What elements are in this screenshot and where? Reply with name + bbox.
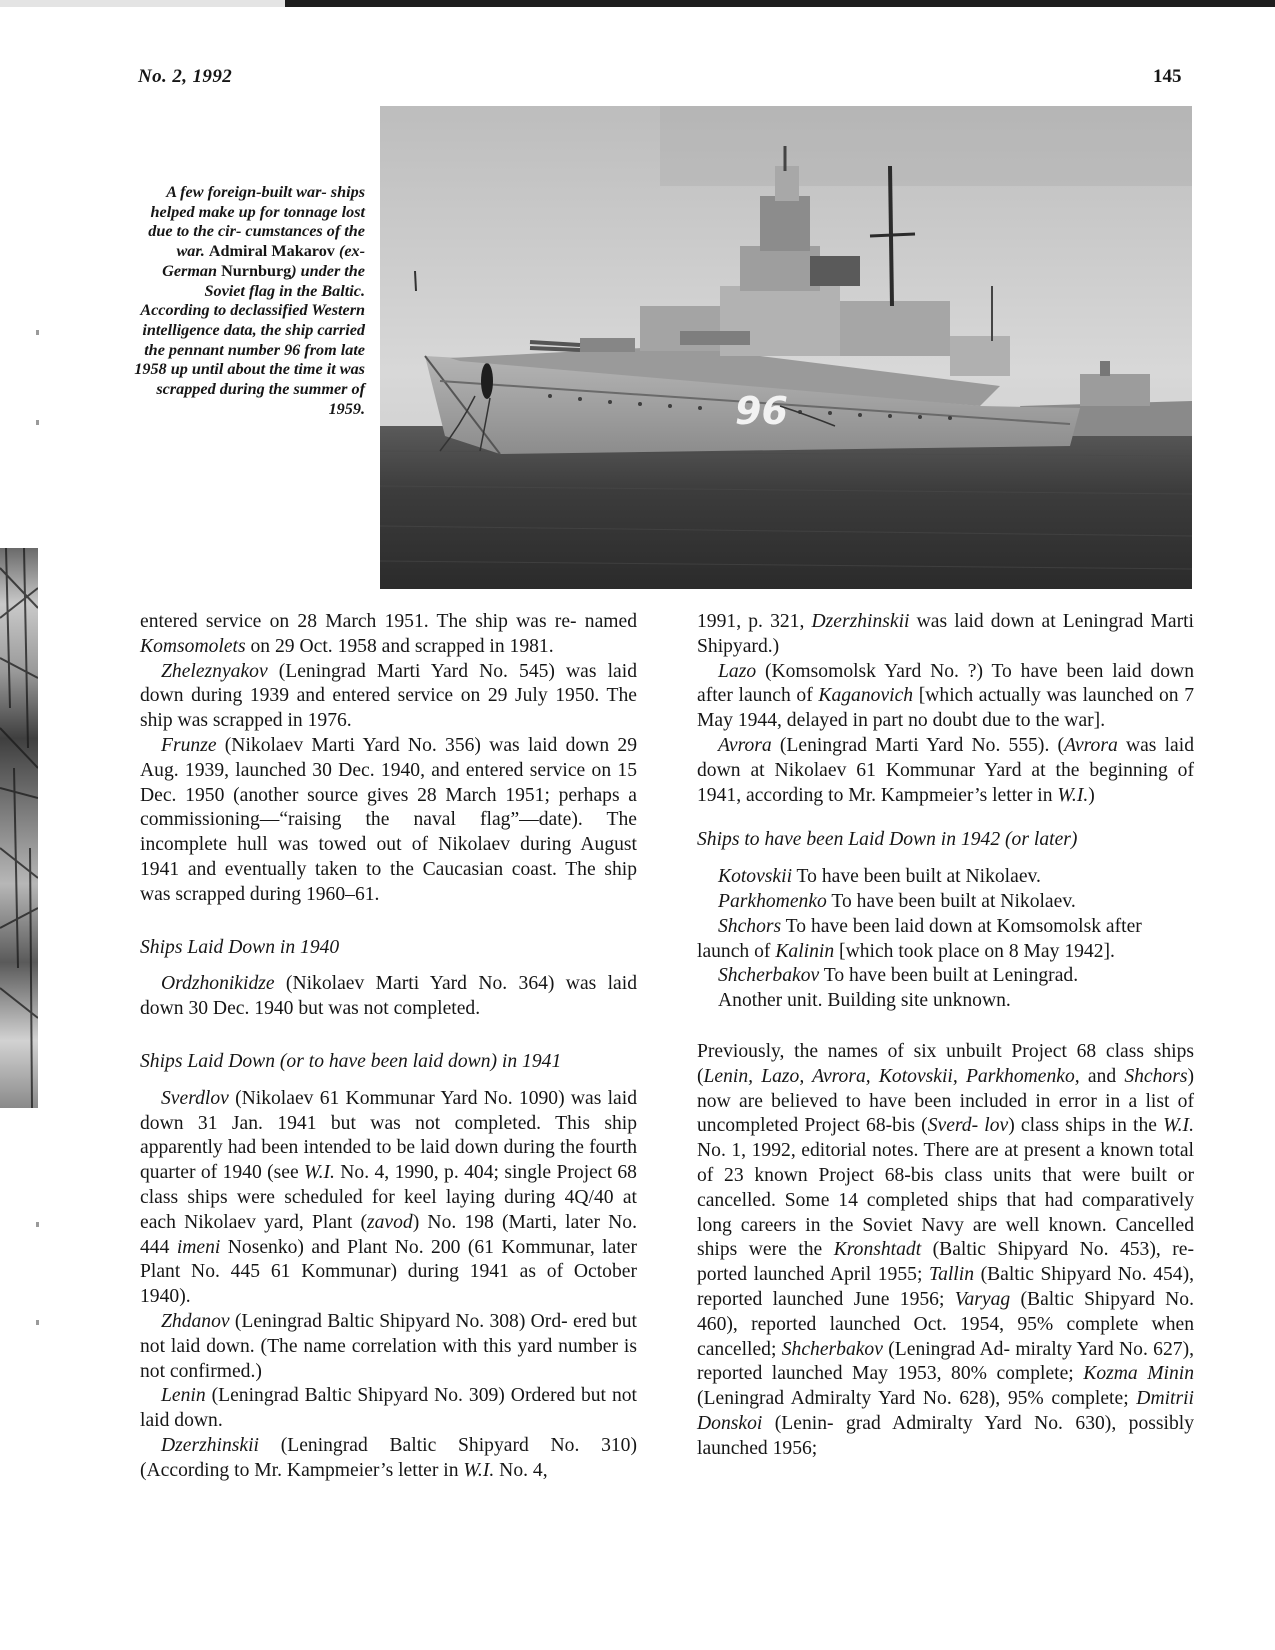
cruiser-photo	[380, 106, 1192, 589]
italic-name: Tallin	[928, 1264, 974, 1286]
ship-list-item	[697, 915, 1194, 965]
text-run: No. 1, 1992, editorial notes. There are at present a known total of 23 known Project 68-bis class units that were built or cancelled. Some 14 completed ships that had comparatively long careers in the Soviet Navy are well known. Cancelled ships were the	[697, 1140, 1194, 1261]
italic-name: Lenin, Lazo, Avrora, Kotovskii, Parkhomenko,	[703, 1065, 1080, 1087]
scan-mark	[36, 1320, 39, 1325]
text-run: was laid down at Nikolaev 61 Kommunar Yard at the beginning of 1941, according to Mr. Kampmeier’s letter in	[697, 734, 1194, 806]
text-run: ) No. 198 (Marti, later No. 444	[140, 1211, 638, 1258]
paragraph	[140, 660, 637, 734]
text-run: on 29 Oct. 1958 and scrapped in 1981.	[245, 635, 554, 657]
text-run: was laid down at Leningrad Marti Shipyard.)	[697, 611, 1194, 657]
text-run: [which took place on 8 May 1942].	[834, 940, 1115, 962]
text-run: (Leningrad Baltic Shipyard No. 310) (According to Mr. Kampmeier’s letter in	[140, 1434, 637, 1481]
text-run: [which actually was launched on 7 May 1944, delayed in part no doubt due to the war].	[697, 685, 1194, 732]
text-run: To have been built at Nikolaev.	[792, 866, 1041, 888]
paragraph	[697, 734, 1194, 808]
ship-list-item	[718, 964, 1194, 989]
text-run: Previously, the names of six unbuilt Project 68 class ships (	[697, 1040, 1194, 1087]
section-heading: Ships Laid Down in 1940	[140, 936, 340, 958]
ship-list	[697, 865, 1194, 1014]
italic-name: Zhdanov	[161, 1310, 230, 1332]
adjacent-page-photo-edge	[0, 548, 38, 1108]
italic-name: zavod	[366, 1211, 413, 1233]
text-run: (Lenin- grad Admiralty Yard No. 630), possibly launched 1956;	[697, 1412, 1194, 1459]
text-run: (Baltic Shipyard No. 453), re- ported launched April 1955;	[697, 1239, 1194, 1286]
italic-name: Sverd- lov	[927, 1115, 1009, 1137]
paragraph	[140, 1434, 637, 1484]
text-run: To have been laid down at Komsomolsk after launch of	[697, 915, 1142, 962]
scan-top-edge	[0, 0, 1275, 7]
italic-name: Avrora	[718, 734, 772, 756]
italic-name: Lazo	[718, 660, 757, 682]
italic-name: Ordzhonikidze	[161, 973, 275, 995]
text-run: Another unit. Building site unknown.	[718, 990, 1011, 1012]
paragraph	[697, 660, 1194, 734]
text-run: 1991, p. 321,	[697, 611, 812, 632]
figure-caption	[133, 183, 365, 419]
ship-list-item	[718, 890, 1194, 915]
italic-name: W.I.	[1057, 784, 1089, 806]
italic-name: Dmitrii Donskoi	[697, 1388, 1194, 1434]
article-column-left	[140, 610, 637, 1484]
paragraph	[140, 610, 637, 660]
italic-name: Shchors	[718, 915, 782, 937]
italic-name: imeni	[176, 1236, 221, 1258]
text-run: To have been built at Nikolaev.	[826, 890, 1076, 912]
paragraph	[697, 610, 1194, 660]
caption-text: (ex- German	[162, 242, 365, 280]
running-head-issue: No. 2, 1992	[138, 66, 233, 87]
scan-top-edge-light	[0, 0, 285, 7]
text-run: ) class ships in the	[1008, 1115, 1164, 1137]
italic-name: Kaganovich	[818, 685, 914, 707]
ship-name: Nurnburg	[221, 261, 292, 280]
italic-name: W.I.	[304, 1162, 335, 1184]
text-run: Nosenko) and Plant No. 200 (61 Kommunar, later Plant No. 445 61 Kommunar) during 1941 as of October 1940).	[140, 1236, 637, 1308]
page-number: 145	[1153, 66, 1182, 87]
text-run: entered service on 28 March 1951. The ship was re- named	[140, 611, 637, 632]
text-run: and	[1079, 1065, 1125, 1087]
article-column-right	[697, 610, 1194, 1462]
ship-photograph	[380, 106, 1192, 589]
text-run: )	[1088, 784, 1095, 806]
text-run: (Leningrad Ad- miralty Yard No. 627), reported launched May 1953, 80% complete;	[697, 1338, 1194, 1385]
italic-name: Zheleznyakov	[161, 660, 268, 682]
italic-name: Shcherbakov	[718, 965, 820, 987]
italic-name: W.I.	[463, 1459, 495, 1481]
italic-name: Shchors	[1124, 1065, 1188, 1087]
text-run: (Leningrad Baltic Shipyard No. 308) Ord- ered but not laid down. (The name correlation with this yard number is not confirmed.)	[140, 1310, 637, 1382]
italic-name: Kalinin	[775, 940, 835, 962]
scan-mark	[36, 1222, 39, 1227]
paragraph	[140, 972, 637, 1022]
italic-name: Parkhomenko	[718, 890, 827, 912]
italic-name: Varyag	[954, 1288, 1011, 1310]
italic-name: Dzerzhinskii	[811, 611, 910, 632]
block-gap	[697, 1014, 1194, 1040]
text-run: (Baltic Shipyard No. 460), reported launched Oct. 1954, 95% complete when cancelled;	[697, 1288, 1194, 1360]
hull-number-96: 96	[735, 389, 788, 433]
ship-list-item	[718, 865, 1194, 890]
caption-text: A few foreign-built war- ships helped make up for tonnage lost due to the cir- cumstances of the war.	[148, 183, 365, 261]
caption-text: ) under the Soviet flag in the Baltic. According to declassified Western intelligence data, the ship carried the pennant number 96 from late 1958 up until about the time it was scrapped during the summer of 1959.	[134, 261, 365, 418]
italic-name: Shcherbakov	[781, 1338, 883, 1360]
paragraph	[140, 1310, 637, 1384]
italic-name: Kronshtadt	[833, 1239, 922, 1261]
italic-name: W.I.	[1163, 1115, 1194, 1137]
text-run: ) now are believed to have been included in error in a list of uncompleted Project 68-bis (	[697, 1065, 1194, 1137]
text-run: No. 4, 1990, p. 404; single Project 68 class ships were scheduled for keel laying during 4Q/40 at each Nikolaev yard, Plant (	[140, 1162, 637, 1233]
italic-name: Frunze	[161, 734, 217, 756]
italic-name: Kotovskii	[718, 866, 793, 888]
ship-name: Admiral Makarov	[208, 242, 335, 261]
text-run: (Leningrad Admiralty Yard No. 628), 95% complete;	[697, 1388, 1137, 1410]
section-heading: Ships Laid Down (or to have been laid down) in 1941	[140, 1050, 562, 1072]
text-run: (Leningrad Baltic Shipyard No. 309) Ordered but not laid down.	[140, 1385, 637, 1432]
text-run: (Leningrad Marti Yard No. 555). (	[771, 734, 1065, 756]
italic-name: Avrora	[1064, 734, 1118, 756]
paragraph	[140, 1384, 637, 1434]
text-run: To have been built at Leningrad.	[819, 965, 1079, 987]
scan-mark	[36, 330, 39, 335]
adjacent-page-rigging	[0, 548, 38, 1108]
text-run: No. 4,	[494, 1459, 548, 1481]
section-heading: Ships to have been Laid Down in 1942 (or later)	[697, 829, 1078, 851]
scan-mark	[36, 420, 39, 425]
text-run: (Nikolaev 61 Kommunar Yard No. 1090) was laid down 31 Jan. 1941 but was not completed. This ship apparently had been intended to be laid down during the fourth quarter of 1940 (see	[140, 1087, 637, 1184]
italic-name: Sverdlov	[161, 1087, 229, 1109]
ship-list-item	[718, 989, 1194, 1014]
paragraph	[140, 734, 637, 908]
italic-name: Lenin	[161, 1385, 206, 1407]
paragraph	[140, 1087, 637, 1310]
italic-name: Dzerzhinskii	[161, 1434, 259, 1456]
italic-name: Komsomolets	[140, 635, 246, 657]
text-run: (Nikolaev Marti Yard No. 364) was laid down 30 Dec. 1940 but was not completed.	[140, 973, 637, 1020]
paragraph	[697, 1040, 1194, 1462]
text-run: (Nikolaev Marti Yard No. 356) was laid down 29 Aug. 1939, launched 30 Dec. 1940, and entered service on 15 Dec. 1950 (another source gives 28 March 1951; perhaps a commissioning—“raising the naval flag”—date). The incomplete hull was towed out of Nikolaev during August 1941 and eventually taken to the Caucasian coast. The ship was scrapped during 1960–61.	[140, 734, 637, 905]
text-run: (Baltic Shipyard No. 454), reported launched June 1956;	[697, 1264, 1195, 1310]
text-run: (Komsomolsk Yard No. ?) To have been laid down after launch of	[697, 660, 1194, 707]
text-run: (Leningrad Marti Yard No. 545) was laid down during 1939 and entered service on 29 July 1950. The ship was scrapped in 1976.	[140, 660, 637, 732]
italic-name: Kozma Minin	[1083, 1363, 1195, 1385]
